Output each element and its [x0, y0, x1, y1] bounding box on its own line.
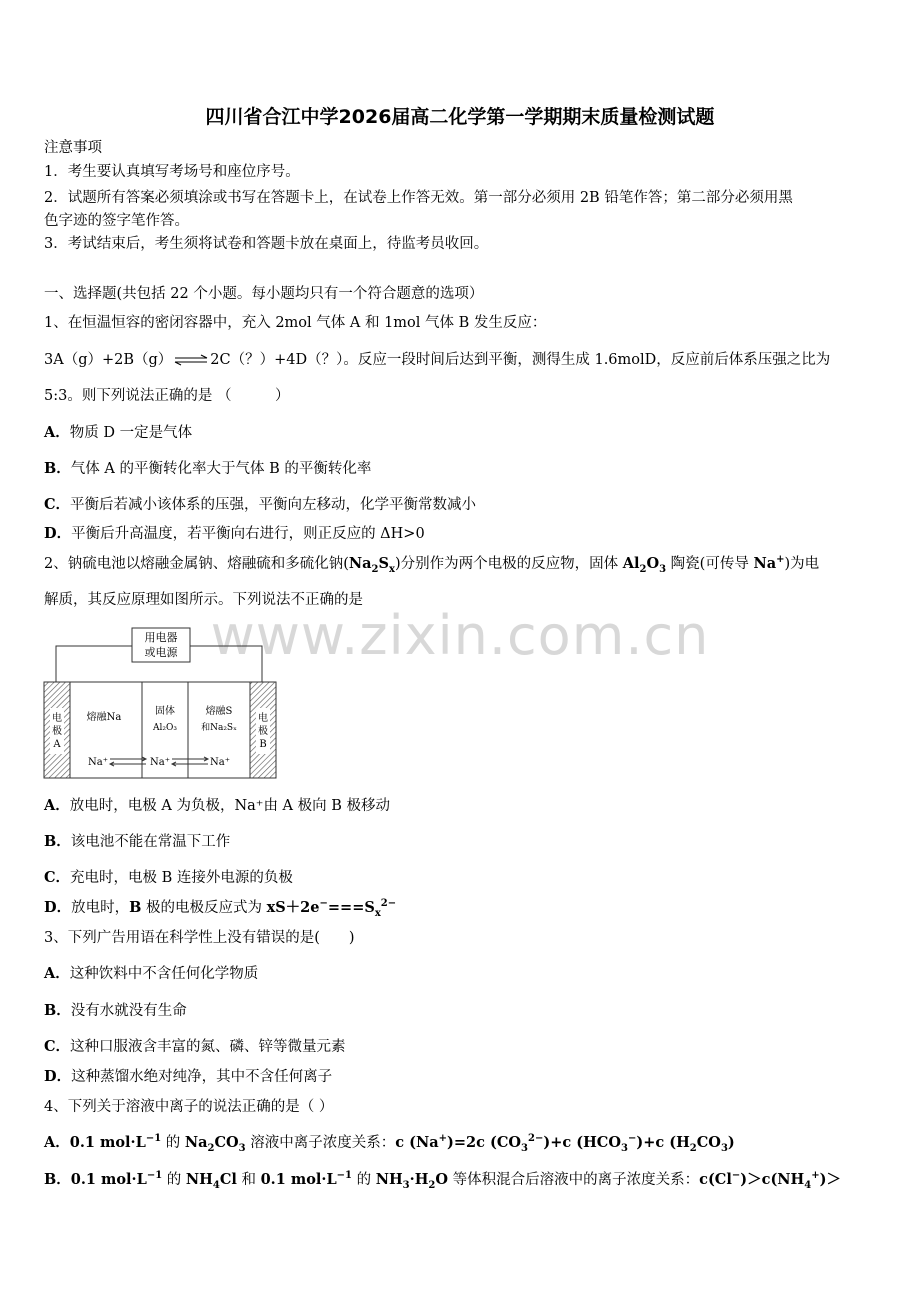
electrode-b-char3: B — [259, 739, 267, 750]
electrode-b-char1: 电 — [258, 713, 268, 724]
notice-item-1: 1．考生要认真填写考场号和座位序号。 — [44, 164, 300, 180]
option-label: D． — [44, 525, 72, 542]
option-text: 这种口服液含丰富的氮、磷、锌等微量元素 — [70, 1039, 346, 1055]
exam-title: 四川省合江中学2026届高二化学第一学期期末质量检测试题 — [205, 106, 715, 128]
notice-item-2-cont: 色字迹的签字笔作答。 — [44, 213, 189, 229]
equilibrium-arrow-icon — [173, 354, 209, 366]
q3-option-d — [44, 1067, 880, 1087]
option-label: B． — [44, 833, 71, 850]
device-label-2: 或电源 — [144, 646, 178, 659]
option-text: 该电池不能在常温下工作 — [70, 834, 231, 850]
option-label: C． — [44, 869, 71, 886]
electrode-a-char1: 电 — [52, 713, 62, 724]
molten-s-label-2: 和Na₂Sₓ — [201, 723, 237, 733]
q1-equation — [44, 350, 880, 370]
option-text: 物质 D 一定是气体 — [69, 425, 193, 441]
option-text: 这种蒸馏水绝对纯净，其中不含任何离子 — [71, 1069, 333, 1085]
q1-option-a — [44, 423, 880, 443]
q1-eq-left: 3A（g）+2B（g） — [44, 352, 173, 368]
option-label: B． — [44, 1002, 71, 1019]
q2-option-c — [44, 868, 880, 888]
option-text: 气体 A 的平衡转化率大于气体 B 的平衡转化率 — [70, 461, 372, 477]
option-text: 这种饮料中不含任何化学物质 — [69, 966, 259, 982]
option-label: A． — [44, 965, 70, 982]
solid-label-2: Al₂O₃ — [153, 723, 177, 733]
q2-option-a — [44, 796, 880, 816]
option-label: B． — [44, 460, 71, 477]
battery-diagram — [42, 626, 278, 780]
na-ion-mid: Na⁺ — [150, 757, 170, 768]
q1-stem: 1、在恒温恒容的密闭容器中，充入 2mol 气体 A 和 1mol 气体 B 发生反应： — [44, 315, 547, 331]
q1-option-b — [44, 459, 880, 479]
q1-option-d — [44, 524, 880, 544]
watermark: www.zixin.com.cn — [210, 604, 710, 667]
device-label-1: 用电器 — [144, 631, 178, 644]
option-label: C． — [44, 496, 71, 513]
option-label: A． — [44, 797, 70, 814]
molten-na-label: 熔融Na — [86, 712, 122, 723]
q4-option-b: B．0.1 $mol\cdot L^{-1}$ 的 $NH_4Cl$ 和 0.1 $mol\cdot L^{-1}$ 的 $NH_3\cdot H_2O$ 等体积混合后溶液中的离子浓度关系：$c(Cl^-)>c(NH_4^+)>$ — [44, 1170, 841, 1191]
option-text: 平衡后升高温度，若平衡向右进行，则正反应的 ΔH>0 — [71, 526, 425, 542]
option-text: 平衡后若减小该体系的压强，平衡向左移动，化学平衡常数减小 — [70, 497, 477, 513]
q4-stem: 4、下列关于溶液中离子的说法正确的是（ ） — [44, 1099, 334, 1115]
notice-heading: 注意事项 — [44, 140, 102, 156]
option-label: D． — [44, 1068, 72, 1085]
option-text: 没有水就没有生命 — [70, 1003, 187, 1019]
q2-option-b — [44, 832, 880, 852]
na-ion-left: Na⁺ — [88, 757, 108, 768]
option-label: A． — [44, 424, 70, 441]
q3-stem: 3、下列广告用语在科学性上没有错误的是( ) — [44, 930, 355, 946]
q2-stem: 2、钠硫电池以熔融金属钠、熔融硫和多硫化钠$(Na_2S_x)$分别作为两个电极的反应物，固体 $Al_2O_3$ 陶瓷(可传导 Na+)为电 — [44, 554, 820, 575]
section-heading: 一、选择题(共包括 22 个小题。每小题均只有一个符合题意的选项） — [44, 286, 484, 302]
q1-option-c — [44, 495, 880, 515]
q4-option-a: A．0.1 $mol\cdot L^{-1}$ 的 $Na_2CO_3$ 溶液中离子浓度关系：c (Na+)=2c $(CO_3^{2-})+c$ $(HCO_3^-)+c$ $(H_2CO_3)$ — [44, 1133, 735, 1154]
notice-item-3: 3．考试结束后，考生须将试卷和答题卡放在桌面上，待监考员收回。 — [44, 236, 489, 252]
electrode-a-char2: 极 — [52, 726, 62, 737]
option-text: 充电时，电极 B 连接外电源的负极 — [70, 870, 293, 886]
notice-item-2: 2．试题所有答案必须填涂或书写在答题卡上，在试卷上作答无效。第一部分必须用 2B 铅笔作答；第二部分必须用黑 — [44, 190, 793, 206]
q2-stem-cont: 解质，其反应原理如图所示。下列说法不正确的是 — [44, 592, 363, 608]
q1-eq-right: 2C（？）+4D（？）。反应一段时间后达到平衡，测得生成 1.6molD，反应前后体系压强之比为 — [210, 352, 831, 368]
q3-option-a — [44, 964, 880, 984]
electrode-b-char2: 极 — [258, 726, 268, 737]
molten-s-label-1: 熔融S — [205, 706, 233, 717]
q1-stem-end: 5:3。则下列说法正确的是 （ ） — [44, 388, 290, 404]
option-label: C． — [44, 1038, 71, 1055]
na-ion-right: Na⁺ — [210, 757, 230, 768]
q3-option-b — [44, 1001, 880, 1021]
q3-option-c — [44, 1037, 880, 1057]
solid-label-1: 固体 — [155, 706, 175, 717]
electrode-a-char3: A — [53, 739, 61, 750]
option-text: 放电时，电极 A 为负极，Na⁺由 A 极向 B 极移动 — [69, 798, 391, 814]
q2-option-d: D．放电时，B 极的电极反应式为 $xS+2e^-===S_x^{2-}$ — [44, 898, 397, 919]
